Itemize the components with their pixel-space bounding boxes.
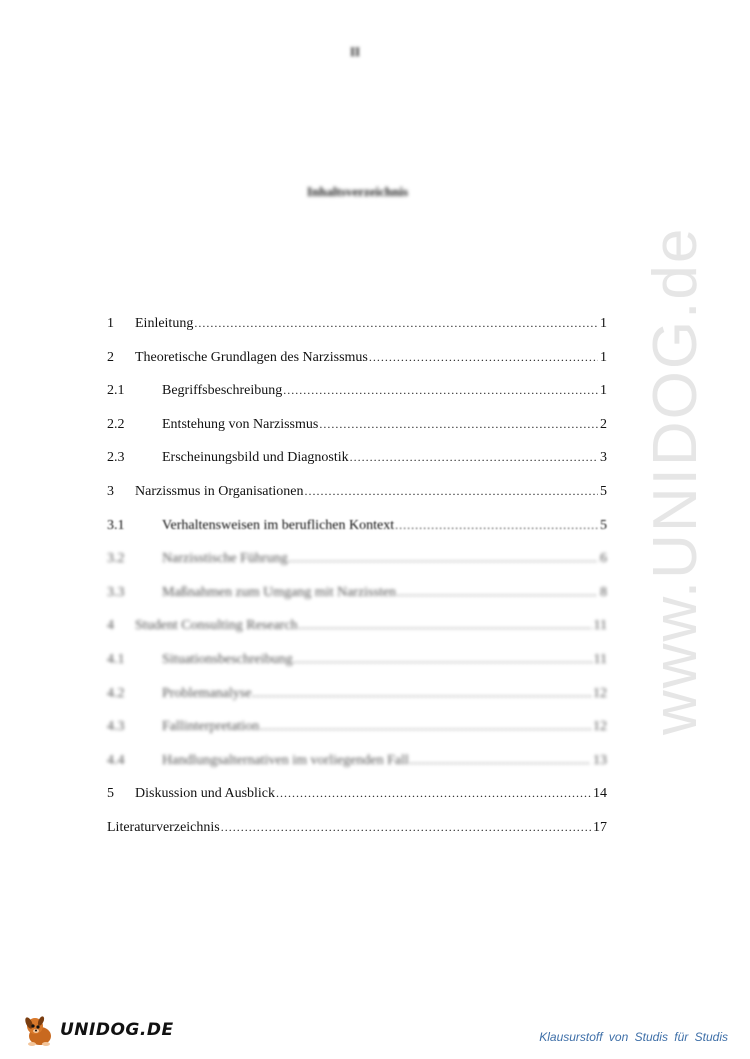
toc-dot-leader	[410, 753, 591, 768]
toc-entry-title: Narzisstische Führung	[162, 551, 288, 567]
toc-entry-number: 2.1	[107, 383, 125, 399]
toc-entry-title: Erscheinungsbild und Diagnostik	[162, 450, 349, 466]
toc-entry-page: 12	[593, 719, 607, 735]
toc-entry-title: Maßnahmen zum Umgang mit Narzissten	[162, 584, 397, 600]
toc-entry-title: Handlungsalternativen im vorliegenden Fall	[162, 752, 409, 768]
toc-dot-leader	[299, 618, 592, 633]
toc-entry-page: 17	[593, 819, 607, 835]
toc-entry-number: 3	[107, 483, 114, 499]
toc-entry-number: 4.4	[107, 752, 125, 768]
toc-dot-leader	[289, 551, 598, 566]
toc-entry-number: 3.1	[107, 517, 125, 533]
toc-entry-number: 2.3	[107, 450, 125, 466]
toc-entry-title: Student Consulting Research	[135, 618, 298, 634]
toc-entry-page: 11	[593, 651, 607, 667]
toc-dot-leader	[283, 383, 598, 398]
toc-entry-page: 13	[593, 752, 607, 768]
toc-entry-page: 2	[600, 416, 607, 432]
toc-entry[interactable]	[107, 753, 607, 787]
toc-entry-page: 5	[600, 517, 607, 533]
toc-entry[interactable]	[107, 450, 607, 484]
toc-entry-title: Theoretische Grundlagen des Narzissmus	[135, 349, 368, 365]
page-number: II	[349, 44, 361, 59]
toc-dot-leader	[395, 518, 598, 533]
toc-entry-title: Literaturverzeichnis	[107, 819, 220, 835]
toc-entry[interactable]	[107, 484, 607, 518]
toc-entry-title: Fallinterpretation	[162, 719, 260, 735]
toc-entry[interactable]	[107, 350, 607, 384]
toc-entry-page: 3	[600, 450, 607, 466]
footer-slogan: Klausurstoff von Studis für Studis	[539, 1030, 728, 1044]
toc-dot-leader	[194, 316, 598, 331]
toc-entry-page: 8	[600, 584, 607, 600]
toc-entry-number: 4.2	[107, 685, 125, 701]
toc-dot-leader	[397, 585, 598, 600]
toc-dot-leader	[294, 652, 592, 667]
toc-entry-number: 2	[107, 349, 114, 365]
toc-dot-leader	[350, 450, 598, 465]
toc-entry-page: 1	[600, 383, 607, 399]
toc-entry-title: Diskussion und Ausblick	[135, 786, 276, 802]
toc-entry-title: Problemanalyse	[162, 685, 252, 701]
toc-dot-leader	[260, 719, 591, 734]
toc-entry-page: 1	[600, 349, 607, 365]
toc-dot-leader	[221, 820, 591, 835]
toc-entry-number: 1	[107, 316, 114, 331]
table-of-contents	[107, 316, 607, 854]
toc-entry-title: Begriffsbeschreibung	[162, 383, 283, 399]
toc-entry[interactable]	[107, 719, 607, 753]
toc-entry-number: 3.2	[107, 551, 125, 567]
toc-entry[interactable]	[107, 786, 607, 820]
toc-entry[interactable]	[107, 686, 607, 720]
logo-text: UNIDOG.DE	[60, 1020, 174, 1040]
toc-entry[interactable]	[107, 618, 607, 652]
toc-entry-number: 5	[107, 786, 114, 802]
toc-dot-leader	[276, 786, 591, 801]
toc-entry-title: Narzissmus in Organisationen	[135, 483, 304, 499]
toc-entry-title: Entstehung von Narzissmus	[162, 416, 319, 432]
toc-entry[interactable]	[107, 585, 607, 619]
toc-entry-number: 4	[107, 618, 114, 634]
toc-entry-page: 1	[600, 316, 607, 331]
toc-entry-number: 3.3	[107, 584, 125, 600]
toc-entry-number: 2.2	[107, 416, 125, 432]
dog-mascot-icon	[22, 1012, 58, 1048]
toc-dot-leader	[319, 417, 598, 432]
toc-entry-page: 12	[593, 685, 607, 701]
toc-entry-page: 6	[600, 551, 607, 567]
toc-entry[interactable]	[107, 518, 607, 552]
toc-entry[interactable]	[107, 316, 607, 350]
watermark-text: www.UNIDOG.de	[641, 226, 710, 735]
toc-entry[interactable]	[107, 383, 607, 417]
toc-entry-page: 14	[593, 786, 607, 802]
toc-heading: Inhaltsverzeichnis	[306, 184, 409, 199]
toc-entry[interactable]	[107, 417, 607, 451]
toc-dot-leader	[305, 484, 599, 499]
toc-entry[interactable]	[107, 551, 607, 585]
unidog-logo[interactable]	[22, 1012, 174, 1048]
toc-entry[interactable]	[107, 652, 607, 686]
toc-entry-title: Einleitung	[135, 316, 194, 331]
toc-entry-page: 5	[600, 483, 607, 499]
toc-dot-leader	[369, 350, 598, 365]
toc-entry-title: Situationsbeschreibung	[162, 651, 293, 667]
toc-entry-title: Verhaltensweisen im beruflichen Kontext	[162, 517, 395, 533]
toc-entry-page: 11	[593, 618, 607, 634]
toc-entry[interactable]	[107, 820, 607, 854]
toc-entry-number: 4.3	[107, 719, 125, 735]
toc-entry-number: 4.1	[107, 651, 125, 667]
toc-dot-leader	[252, 686, 591, 701]
